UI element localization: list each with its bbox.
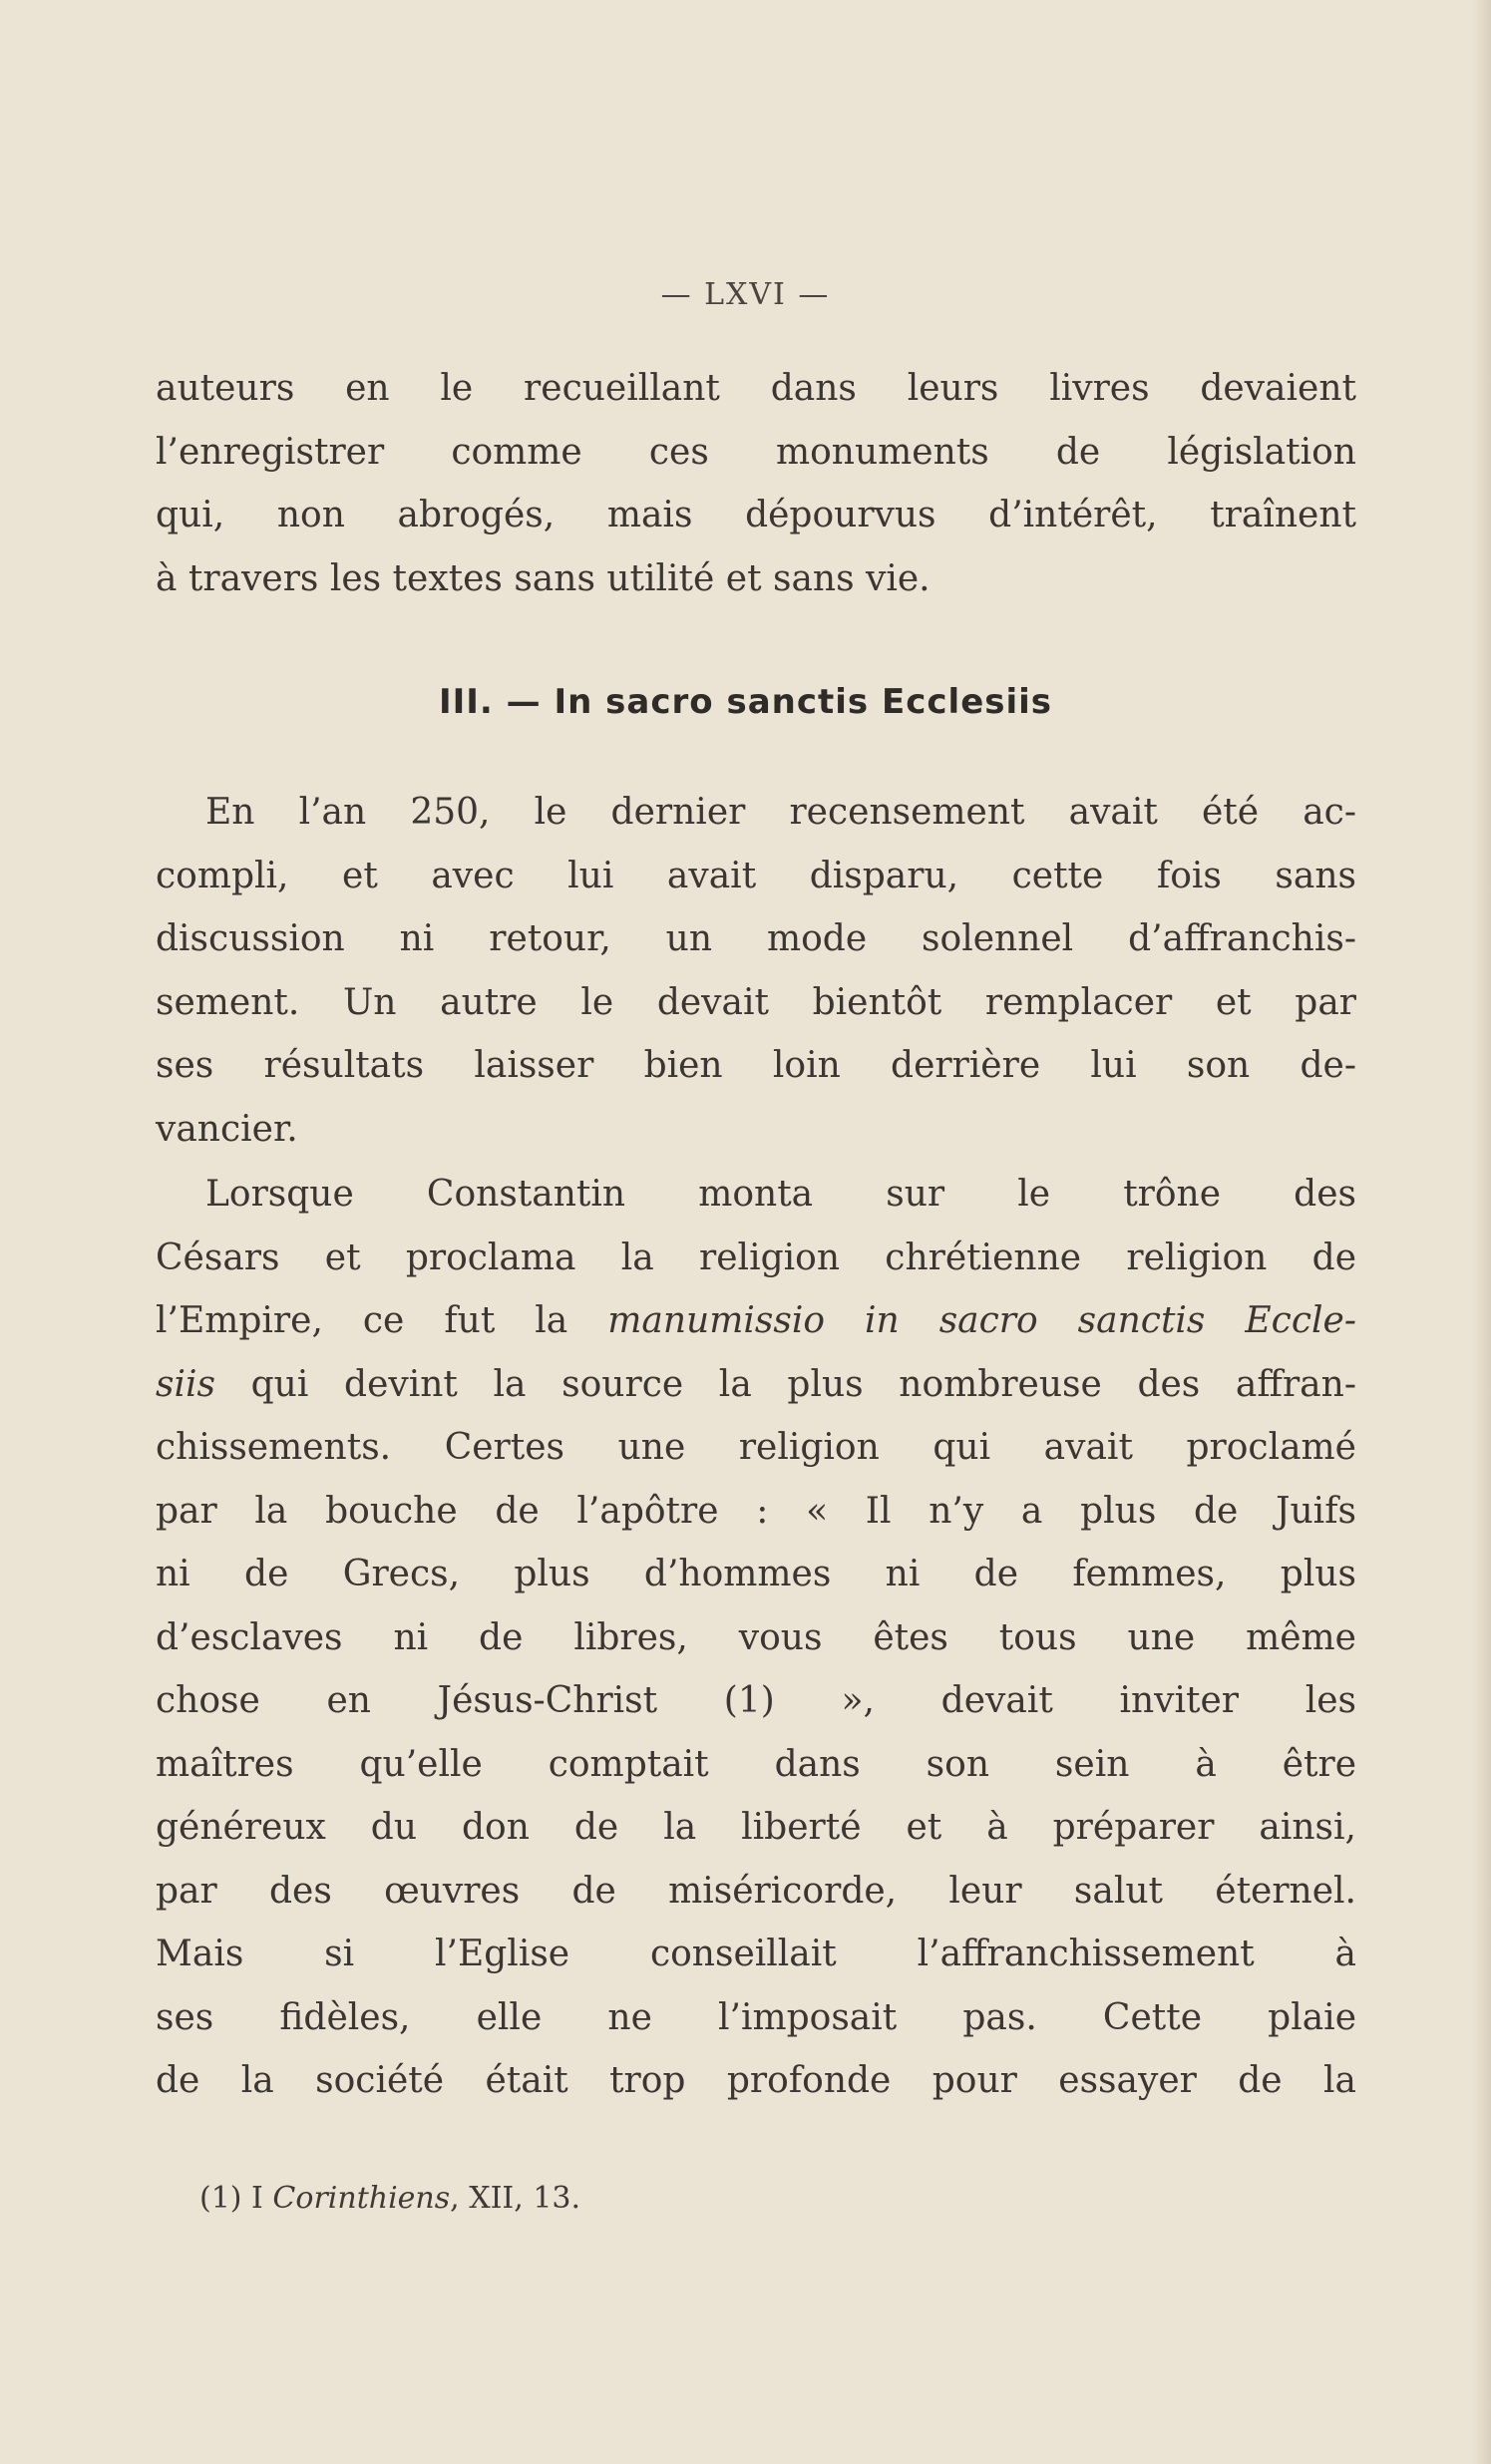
text-line: par des œuvres de miséricorde, leur salut éternel. [156,1870,1356,1912]
text-line: chose en Jésus-Christ (1) », devait inviter les [156,1680,1356,1721]
text-line: par la bouche de l’apôtre : « Il n’y a plus de Juifs [156,1490,1356,1532]
text-run: qui devint la source la plus nombreuse des affran- [214,1363,1356,1405]
page-edge [1473,0,1491,2464]
text-line: auteurs en le recueillant dans leurs livres devaient [156,368,1356,409]
text-line: ni de Grecs, plus d’hommes ni de femmes, plus [156,1554,1356,1594]
text-line: à travers les textes sans utilité et sans vie. [156,557,931,599]
footnote-text: , XII, 13. [450,2181,581,2216]
text-line: sement. Un autre le devait bientôt remplacer et par [156,981,1356,1023]
text-run: l’Empire, ce fut la [156,1300,608,1341]
text-line: ses résultats laisser bien loin derrière lui son de- [156,1045,1356,1086]
text-line [156,1353,1356,1417]
text-line: discussion ni retour, un mode solennel d’affranchis- [156,918,1356,959]
paragraph-3 [156,1163,1356,2113]
text-line: l’enregistrer comme ces monuments de législation [156,431,1356,473]
text-line: qui, non abrogés, mais dépourvus d’intérêt, traînent [156,495,1356,535]
text-line: généreux du don de la liberté et à préparer ainsi, [156,1807,1356,1848]
section-heading: III. — In sacro sanctis Ecclesiis [438,682,1053,722]
text-line [156,1289,1356,1353]
running-head: — LXVI — [660,277,831,312]
text-line: Lorsque Constantin monta sur le trône des [205,1174,1356,1215]
text-line: Césars et proclama la religion chrétienne religion de [156,1236,1356,1278]
paragraph-2 [156,781,1356,1161]
text-line: Mais si l’Eglise conseillait l’affranchissement à [156,1934,1356,1974]
text-line: compli, et avec lui avait disparu, cette fois sans [156,855,1356,896]
text-line: ses fidèles, elle ne l’imposait pas. Cette plaie [156,1996,1356,2038]
footnote-text: (1) I [199,2181,273,2216]
footnote-reference: Corinthiens [272,2181,451,2216]
text-line: d’esclaves ni de libres, vous êtes tous une même [156,1616,1356,1658]
text-line: de la société était trop profonde pour essayer de la [156,2060,1356,2101]
text-line: maîtres qu’elle comptait dans son sein à être [156,1743,1356,1785]
text-line: vancier. [156,1108,298,1150]
latin-term: siis [156,1363,215,1405]
text-line: En l’an 250, le dernier recensement avait été ac- [205,792,1356,833]
latin-term: manumissio in sacro sanctis Eccle- [607,1300,1356,1341]
paragraph-1 [156,357,1356,610]
text-line: chissements. Certes une religion qui avait proclamé [156,1427,1356,1468]
footnote [199,2181,580,2216]
